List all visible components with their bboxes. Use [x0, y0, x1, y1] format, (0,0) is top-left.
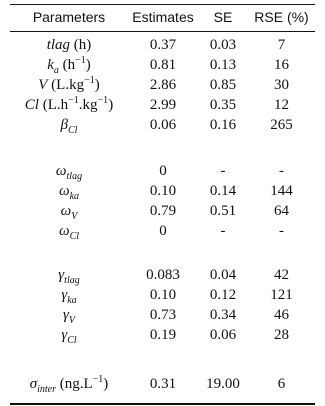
header-se: SE — [213, 9, 233, 25]
rse-cell: 6 — [277, 376, 286, 392]
se-cell: - — [220, 163, 226, 179]
param-cell: $\sigma_{inter}$ $(ng.L^{-1})$ — [29, 374, 109, 395]
estimate-cell: 0.31 — [149, 376, 177, 392]
estimate-cell: 0.79 — [149, 203, 177, 219]
param-cell: $\omega_{ka}$ — [58, 183, 80, 202]
header-parameters: Parameters — [32, 9, 106, 25]
rse-cell: 7 — [277, 37, 286, 53]
se-cell: 0.03 — [209, 37, 237, 53]
table-row — [10, 265, 315, 286]
rse-cell: 46 — [274, 307, 289, 323]
se-cell: 0.51 — [209, 203, 237, 219]
rse-cell: 28 — [274, 327, 289, 343]
table-row — [10, 161, 315, 182]
estimate-cell: 0.73 — [149, 307, 177, 323]
rse-cell: 16 — [274, 57, 289, 73]
param-cell: $\gamma_{ka}$ — [61, 287, 77, 306]
table-row — [10, 374, 315, 395]
table-row — [10, 115, 315, 136]
se-cell: 0.85 — [209, 77, 237, 93]
se-cell: 0.16 — [209, 117, 237, 133]
rse-cell: 12 — [274, 97, 289, 113]
estimate-cell: 0 — [159, 163, 167, 179]
estimate-cell: 2.86 — [149, 77, 177, 93]
se-cell: 0.13 — [209, 57, 237, 73]
table-row — [10, 95, 315, 116]
estimate-cell: 2.99 — [149, 97, 177, 113]
param-cell: $\gamma_{Cl}$ — [61, 327, 77, 346]
table-row — [10, 285, 315, 306]
table-header-rule — [10, 31, 315, 32]
param-cell: $\omega_{tlag}$ — [55, 163, 83, 182]
rse-cell: 64 — [274, 203, 289, 219]
param-cell: V $(L.kg^{-1})$ — [38, 75, 100, 93]
table-row — [10, 221, 315, 242]
table-header-row — [10, 7, 315, 28]
rse-cell: 42 — [274, 267, 289, 283]
param-cell: $\beta_{Cl}$ — [60, 117, 78, 136]
se-cell: 0.34 — [209, 307, 237, 323]
param-cell: $\gamma_V$ — [62, 307, 76, 326]
param-cell: $\gamma_{tlag}$ — [58, 267, 80, 286]
se-cell: 19.00 — [206, 376, 240, 392]
header-rse: RSE (%) — [254, 9, 309, 25]
rse-cell: - — [279, 223, 284, 239]
header-estimates: Estimates — [132, 9, 194, 25]
rse-cell: 144 — [270, 183, 293, 199]
rse-cell: 121 — [270, 287, 293, 303]
param-cell: Cl $(L.h^{-1}.kg^{-1})$ — [24, 95, 114, 113]
param-cell: tlag (h) — [46, 37, 92, 53]
estimate-cell: 0 — [159, 223, 167, 239]
se-cell: 0.04 — [209, 267, 237, 283]
table-bottom-rule — [10, 403, 315, 405]
estimate-cell: 0.19 — [149, 327, 177, 343]
table-row — [10, 305, 315, 326]
rse-cell: - — [279, 163, 284, 179]
param-cell: $\omega_{Cl}$ — [58, 223, 80, 242]
estimate-cell: 0.10 — [149, 287, 177, 303]
table-row — [10, 181, 315, 202]
table-row — [10, 55, 315, 76]
param-cell: $k_a$ $(h^{-1})$ — [47, 55, 91, 76]
se-cell: 0.14 — [209, 183, 237, 199]
table-row — [10, 75, 315, 96]
se-cell: 0.12 — [209, 287, 237, 303]
se-cell: 0.06 — [209, 327, 237, 343]
estimate-cell: 0.06 — [149, 117, 177, 133]
se-cell: 0.35 — [209, 97, 237, 113]
estimate-cell: 0.37 — [149, 37, 177, 53]
table-top-rule — [10, 4, 315, 5]
param-cell: $\omega_V$ — [60, 203, 78, 222]
table-row — [10, 35, 315, 56]
se-cell: - — [220, 223, 226, 239]
estimate-cell: 0.81 — [149, 57, 177, 73]
table-row — [10, 325, 315, 346]
estimate-cell: 0.083 — [146, 267, 180, 283]
table-row — [10, 201, 315, 222]
estimate-cell: 0.10 — [149, 183, 177, 199]
rse-cell: 30 — [274, 77, 289, 93]
rse-cell: 265 — [270, 117, 293, 133]
